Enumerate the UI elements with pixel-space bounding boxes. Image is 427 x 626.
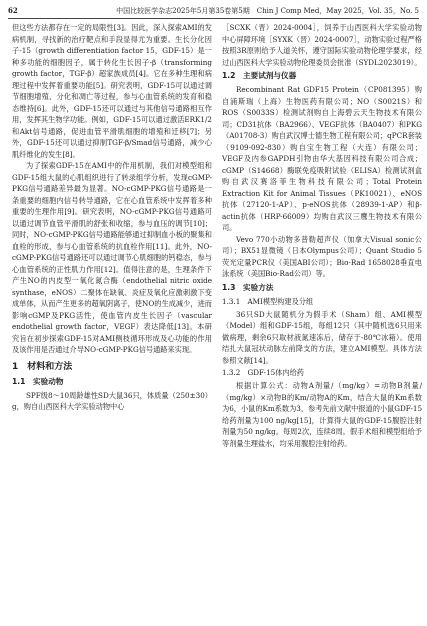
subsubsection-heading-model: 1.3.1 AMI模型构建及分组: [222, 296, 314, 306]
animals-paragraph-cont: ［SCXK（晋）2024-0004］，饲养于山西医科大学实验动物中心屏障环境［SYXK（晋）2024-0007］，动物实验过程严格按照3R原则给予人道关怀，遵守国际实验动物伦理学要求，经过山西医科大学实验动物伦理委员会批准（SYDL2023019）。: [222, 23, 422, 67]
subsection-heading-animals: 1.1 实验动物: [12, 376, 64, 386]
subsubsection-heading-dosing: 1.3.2 GDF-15体内给药: [222, 368, 304, 377]
instruments-paragraph: Vevo 770小动物多普勒超声仪（加拿大Visual sonic公司）；BX51显微镜（日本Olympus公司）；Quant Studio 5荧光定量PCR仪（美国ABI公司）；Bio-Rad 1658028垂直电泳系统（美国Bio-Rad公司）等。: [222, 234, 422, 278]
reagents-paragraph: Recombinant Rat GDF15 Protein（CP081395）购自浦斯瑞（上海）生物医药有限公司；NO（S0021S）和ROS（S0033S）检测试剂购自上海碧云天生物技术有限公司；CD31抗体（BA2966）、VEGF抗体（BA0407）和PKG（A01708-3）购自武汉博士德生物工程有限公司；qPCR套装（9109-092-830）购自宝生物工程（大连）有限公司；VEGF及内参GAPDH引物由华大基因科技有限公司合成；cGMP（S14668）酶联免疫吸附试验（ELISA）检测试剂盒购自武汉赛洛菲生物科技有限公司；Total Protein Extraction Kit for Animal Tissues（PK10021）、eNOS抗体（27120-1-AP）、p-eNOS抗体（28939-1-AP）和β-actin抗体（HRP-66009）均购自武汉三鹰生物技术有限公司。: [222, 85, 422, 232]
journal-running-head: 中国比较医学杂志2025年5月第35卷第5期 Chin J Comp Med，May 2025，Vol. 35，No. 5: [116, 7, 419, 15]
page-number: 62: [8, 6, 18, 15]
subsection-heading-methods: 1.3 实验方法: [222, 282, 274, 292]
intro-paragraph-2: 为了探索GDF-15在AMI中的作用机制，我们对模型组和GDF-15组大鼠的心肌组织进行了转录组学分析，发现cGMP-PKG信号通路差异最为显著。NO-cGMP-PKG信号通路是一条重要的细胞内信号转导通路，它在心血管系统中发挥着多种重要的生理作用[9]。研究表明，NO-cGMP-PKG信号通路可以通过调节血管平滑肌的舒张和收缩，参与血压的调节[10]；同时，NO-cGMP-PKG信号通路能够通过抑制血小板的聚集和血栓的形成，参与心血管系统的抗血栓作用[11]。此外，NO-cGMP-PKG信号通路还可以通过调节心肌细胞的钙稳态，参与心血管系统的正性肌力作用[12]。值得注意的是，生理条件下产生NO的内皮型一氧化氮合酶（endothelial nitric oxide synthase，eNOS）二聚体在缺氧、炎症及氧化应激刺激下变成单体，从而产生更多的超氧阴离子，使NO的生成减少，进而影响cGMP及PKG活性，使血管内皮生长因子（vascular endothelial growth factor，VEGF）表达降低[13]。本研究旨在初步探索GDF-15对AMI侧枝循环形成及心功能的作用及该作用是否通过介导NO-cGMP-PKG信号通路来实现。: [12, 161, 212, 354]
page-header: [8, 4, 419, 19]
model-paragraph: 36只SD大鼠随机分为假手术（Sham）组、AMI模型（Model）组和GDF-15组，每组12只（其中随机选6只用来做病理，剩余6只取材液氮速冻后，储存于-80℃冰箱）。使用结扎大鼠冠状动脉左前降支的方法，建立AMI模型。具体方法参照文献[14]。: [222, 309, 422, 365]
subsection-heading-reagents: 1.2 主要试剂与仪器: [222, 71, 297, 80]
left-column: [12, 22, 212, 413]
section-heading-methods: 1 材料和方法: [12, 361, 73, 372]
animals-paragraph: SPF级8～10周龄雄性SD大鼠36只，体质量（250±30）g，购自山西医科大学实验动物中心: [12, 390, 212, 411]
dosing-paragraph: 根据计算公式：动物A剂量/（mg/kg）=动物B剂量/（mg/kg）×动物B的Km/动物A的Km，结合大鼠的Km系数为6，小鼠的Km系数为3，参考先前文献中报道的小鼠GDF-15给药剂量为100 ng/kg[15]，计算得大鼠的GDF-15腹腔注射剂量为50 ng/kg。每周2次，连续8周。假手术组和模型组给予等剂量生理盐水，均采用腹腔注射给药。: [222, 381, 423, 448]
intro-paragraph-1: 但这些方法都存在一定的局限性[3]。因此，深入探索AMI的发病机制，寻找新的治疗靶点和手段显得尤为重要。生长分化因子-15（growth differentiation factor 15，GDF-15）是一种多功能的细胞因子，属于转化生长因子-β（transforming growth factor，TGF-β）超家族成员[4]。它在多种生理和病理过程中发挥着重要功能[5]。研究表明，GDF-15可以通过调节细胞增殖、分化和凋亡等过程，参与心血管系统的发育和稳态维持[6]。此外，GDF-15还可以通过与其他信号通路相互作用，发挥其生物学功能。例如，GDF-15可以通过激活ERK1/2和Akt信号通路，促进血管平滑肌细胞的增殖和迁移[7]；另外，GDF-15还可以通过抑制TGF-β/Smad信号通路，减少心肌纤维化的发生[8]。: [12, 23, 212, 159]
right-column: [222, 22, 422, 449]
